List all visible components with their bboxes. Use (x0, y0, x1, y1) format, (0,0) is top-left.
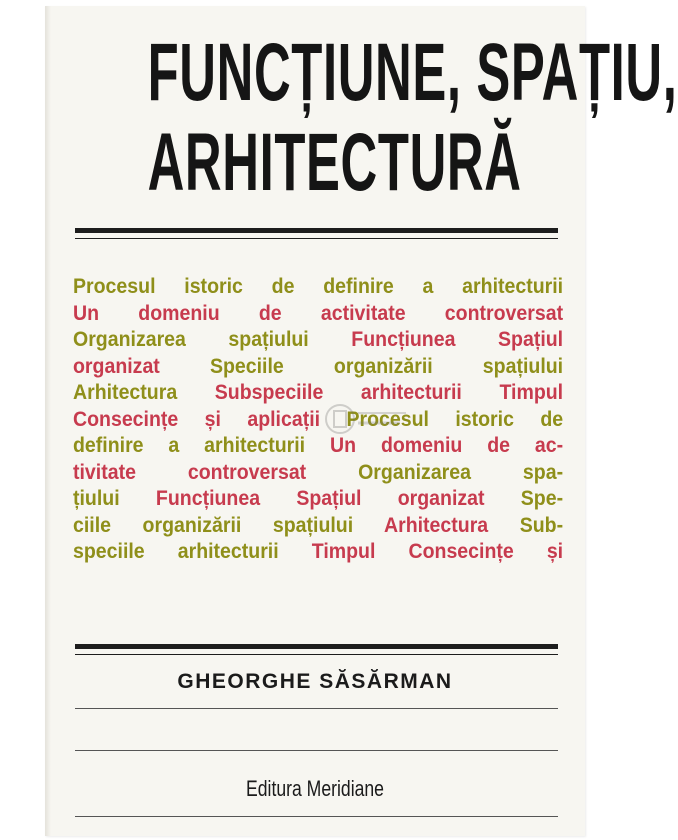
topic-segment: Subspeciile arhitecturii Timpul (214, 381, 564, 404)
topic-segment: ciile organizării spațiului (73, 513, 384, 537)
book-title-line-2: ARHITECTURĂ (147, 117, 522, 208)
book-title-line-1: FUNCȚIUNE, SPAȚIU, (147, 27, 678, 118)
divider-thin (75, 238, 558, 239)
topic-line (73, 301, 563, 328)
watermark-logo (320, 399, 410, 439)
topic-line (73, 274, 563, 301)
topic-segment: organizat (73, 354, 210, 378)
publisher-name: Editura Meridiane (246, 776, 384, 801)
topic-line (73, 460, 563, 487)
topic-line (73, 433, 563, 460)
divider-thin (75, 750, 558, 751)
topic-segment: Sub- (519, 513, 564, 537)
topic-segment: Un domeniu de ac- (330, 434, 564, 457)
topic-line (73, 407, 563, 434)
book-cover (45, 6, 678, 836)
topic-segment: Arhitectura (383, 513, 520, 537)
cover-edge-shadow (45, 6, 51, 836)
topic-segment: Funcțiunea Spațiul (351, 328, 564, 351)
topic-segment: Un domeniu de activitate controversat (73, 301, 564, 325)
topic-segment: Arhitectura (73, 381, 215, 404)
topic-segment: țiului (73, 487, 156, 510)
topic-segment: Timpul Consecințe și (311, 540, 564, 563)
topic-segment: definire a arhitecturii (73, 434, 331, 457)
divider-thin (75, 816, 558, 817)
topic-line (73, 380, 563, 407)
author-name: GHEORGHE SĂSĂRMAN (177, 670, 453, 693)
topic-segment: Procesul istoric de (346, 407, 564, 431)
topic-segment: Spe- (520, 487, 564, 510)
divider-thick (75, 644, 558, 649)
topic-segment: Funcțiunea Spațiul organizat (155, 487, 521, 510)
topic-segment: Consecințe și aplicații (73, 407, 347, 431)
topic-segment: speciile arhitecturii (73, 540, 312, 563)
topic-line (73, 327, 563, 354)
topic-segment: Procesul istoric de definire a arhitecturii (73, 275, 564, 298)
divider-thick (75, 228, 558, 233)
divider-thin (75, 708, 558, 709)
topic-segment: Speciile organizării spațiului (209, 354, 564, 378)
topic-segment: Organizarea spa- (358, 460, 564, 484)
divider-thin (75, 654, 558, 655)
topic-line (73, 354, 563, 381)
topic-line (73, 513, 563, 540)
topic-segment: Organizarea spațiului (73, 328, 352, 351)
topic-line (73, 486, 563, 513)
topic-line (73, 539, 563, 566)
topic-segment: tivitate controversat (73, 460, 359, 484)
topics-text-block (73, 274, 563, 566)
